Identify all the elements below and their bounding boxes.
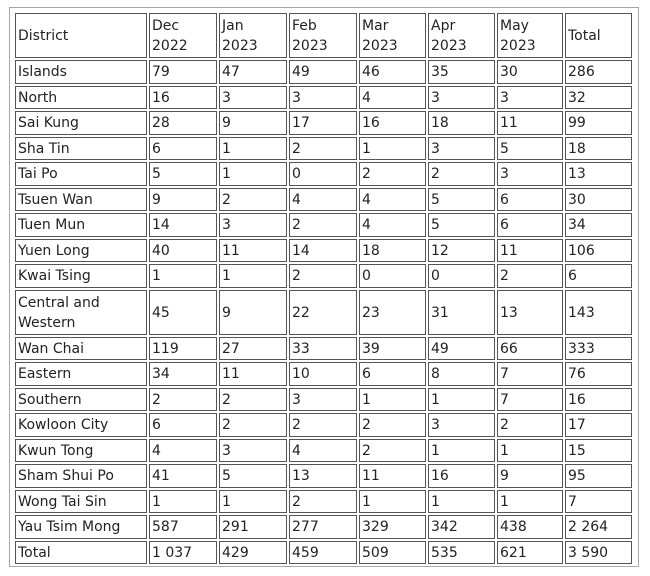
column-header [15,13,147,58]
value-cell: 10 [289,362,357,386]
value-cell: 23 [359,290,426,335]
value-cell: 11 [219,362,287,386]
value-cell: 5 [149,162,217,186]
value-cell: 429 [219,541,287,565]
value-cell: 34 [565,213,632,237]
value-cell: 3 590 [565,541,632,565]
value-cell: 76 [565,362,632,386]
value-cell: 99 [565,111,632,135]
value-cell: 11 [359,464,426,488]
value-cell: 509 [359,541,426,565]
value-cell: 33 [289,337,357,361]
value-cell: 13 [497,290,563,335]
value-cell: 9 [149,188,217,212]
value-cell: 34 [149,362,217,386]
value-cell: 119 [149,337,217,361]
district-cell: Sai Kung [15,111,147,135]
column-header [149,13,217,58]
value-cell: 5 [428,213,495,237]
value-cell: 49 [289,60,357,84]
value-cell: 0 [289,162,357,186]
column-header-text: 2023 [362,38,398,54]
value-cell: 2 [359,413,426,437]
value-cell: 2 [428,162,495,186]
value-cell: 16 [428,464,495,488]
column-header [219,13,287,58]
value-cell: 2 [219,388,287,412]
value-cell: 28 [149,111,217,135]
value-cell: 329 [359,515,426,539]
value-cell: 106 [565,239,632,263]
value-cell: 3 [497,162,563,186]
value-cell: 1 [497,439,563,463]
value-cell: 9 [219,111,287,135]
value-cell: 3 [428,86,495,110]
value-cell: 291 [219,515,287,539]
value-cell: 22 [289,290,357,335]
value-cell: 2 [219,413,287,437]
column-header-text: 2023 [222,38,258,54]
value-cell: 1 [219,162,287,186]
value-cell: 16 [565,388,632,412]
table-body [15,13,632,564]
value-cell: 4 [289,188,357,212]
value-cell: 11 [497,111,563,135]
value-cell: 14 [289,239,357,263]
column-header-text: 2022 [152,38,188,54]
value-cell: 7 [497,362,563,386]
value-cell: 1 [219,490,287,514]
column-header-text: Mar [362,18,389,34]
value-cell: 6 [149,413,217,437]
table-row [15,188,632,212]
value-cell: 11 [219,239,287,263]
value-cell: 47 [219,60,287,84]
table-row [15,362,632,386]
value-cell: 13 [289,464,357,488]
value-cell: 30 [497,60,563,84]
table-row [15,464,632,488]
value-cell: 39 [359,337,426,361]
value-cell: 32 [565,86,632,110]
value-cell: 2 [219,188,287,212]
value-cell: 6 [359,362,426,386]
value-cell: 6 [149,137,217,161]
value-cell: 342 [428,515,495,539]
table-row [15,239,632,263]
value-cell: 7 [565,490,632,514]
value-cell: 1 [428,439,495,463]
district-cell: Tai Po [15,162,147,186]
value-cell: 12 [428,239,495,263]
table-row [15,388,632,412]
value-cell: 6 [565,264,632,288]
column-header-text: Total [568,28,601,44]
value-cell: 5 [497,137,563,161]
table-row [15,86,632,110]
district-cell: Total [15,541,147,565]
value-cell: 13 [565,162,632,186]
value-cell: 4 [149,439,217,463]
value-cell: 3 [428,413,495,437]
column-header-text: 2023 [500,38,536,54]
value-cell: 1 [359,388,426,412]
value-cell: 1 [359,490,426,514]
column-header-text: Jan [222,18,244,34]
value-cell: 1 037 [149,541,217,565]
district-cell: Wong Tai Sin [15,490,147,514]
value-cell: 4 [289,439,357,463]
table-row [15,60,632,84]
column-header-text: Feb [292,18,317,34]
value-cell: 1 [219,264,287,288]
value-cell: 66 [497,337,563,361]
value-cell: 1 [428,388,495,412]
value-cell: 17 [565,413,632,437]
table-row [15,541,632,565]
district-cell: Eastern [15,362,147,386]
value-cell: 3 [428,137,495,161]
table-row [15,290,632,335]
table-row [15,213,632,237]
table-row [15,162,632,186]
value-cell: 438 [497,515,563,539]
district-cell: Central and Western [15,290,147,335]
district-cell: Wan Chai [15,337,147,361]
value-cell: 1 [219,137,287,161]
value-cell: 18 [428,111,495,135]
value-cell: 46 [359,60,426,84]
value-cell: 16 [149,86,217,110]
value-cell: 9 [497,464,563,488]
district-cell: Islands [15,60,147,84]
value-cell: 49 [428,337,495,361]
value-cell: 2 [289,264,357,288]
value-cell: 6 [497,188,563,212]
value-cell: 15 [565,439,632,463]
district-cell: Sha Tin [15,137,147,161]
value-cell: 41 [149,464,217,488]
district-cell: Sham Shui Po [15,464,147,488]
value-cell: 4 [359,213,426,237]
value-cell: 79 [149,60,217,84]
value-cell: 18 [565,137,632,161]
value-cell: 333 [565,337,632,361]
value-cell: 3 [289,86,357,110]
district-monthly-table [13,11,634,566]
district-cell: Kwun Tong [15,439,147,463]
value-cell: 277 [289,515,357,539]
table-row [15,515,632,539]
value-cell: 95 [565,464,632,488]
table-row [15,111,632,135]
table-row [15,264,632,288]
column-header-text: 2023 [431,38,467,54]
district-cell: Kwai Tsing [15,264,147,288]
table-row [15,413,632,437]
value-cell: 1 [428,490,495,514]
value-cell: 11 [497,239,563,263]
value-cell: 17 [289,111,357,135]
value-cell: 2 [149,388,217,412]
table-row [15,439,632,463]
table-row [15,490,632,514]
column-header-text: District [18,28,69,44]
value-cell: 587 [149,515,217,539]
value-cell: 535 [428,541,495,565]
value-cell: 30 [565,188,632,212]
value-cell: 2 [497,264,563,288]
column-header [428,13,495,58]
value-cell: 3 [219,86,287,110]
column-header [565,13,632,58]
value-cell: 5 [428,188,495,212]
value-cell: 2 [497,413,563,437]
value-cell: 18 [359,239,426,263]
column-header-text: Dec [152,18,180,34]
column-header-text: 2023 [292,38,328,54]
value-cell: 621 [497,541,563,565]
district-cell: Tuen Mun [15,213,147,237]
value-cell: 45 [149,290,217,335]
value-cell: 7 [497,388,563,412]
value-cell: 2 [289,413,357,437]
value-cell: 1 [359,137,426,161]
value-cell: 2 [289,137,357,161]
value-cell: 5 [219,464,287,488]
value-cell: 0 [359,264,426,288]
column-header [359,13,426,58]
value-cell: 6 [497,213,563,237]
value-cell: 35 [428,60,495,84]
value-cell: 2 [289,490,357,514]
district-cell: North [15,86,147,110]
value-cell: 3 [219,439,287,463]
district-cell: Yuen Long [15,239,147,263]
value-cell: 1 [149,264,217,288]
value-cell: 14 [149,213,217,237]
value-cell: 2 [289,213,357,237]
district-cell: Kowloon City [15,413,147,437]
table-row [15,337,632,361]
value-cell: 2 [359,162,426,186]
value-cell: 16 [359,111,426,135]
district-cell: Yau Tsim Mong [15,515,147,539]
table-row [15,137,632,161]
value-cell: 27 [219,337,287,361]
value-cell: 31 [428,290,495,335]
value-cell: 286 [565,60,632,84]
value-cell: 143 [565,290,632,335]
value-cell: 2 264 [565,515,632,539]
value-cell: 4 [359,86,426,110]
value-cell: 1 [149,490,217,514]
value-cell: 4 [359,188,426,212]
value-cell: 0 [428,264,495,288]
value-cell: 1 [497,490,563,514]
column-header [497,13,563,58]
value-cell: 8 [428,362,495,386]
value-cell: 459 [289,541,357,565]
table-header-row [15,13,632,58]
table-container [9,7,639,567]
column-header [289,13,357,58]
value-cell: 3 [219,213,287,237]
value-cell: 9 [219,290,287,335]
district-cell: Southern [15,388,147,412]
column-header-text: Apr [431,18,456,34]
value-cell: 3 [289,388,357,412]
value-cell: 2 [359,439,426,463]
value-cell: 40 [149,239,217,263]
district-cell: Tsuen Wan [15,188,147,212]
column-header-text: May [500,18,529,34]
value-cell: 3 [497,86,563,110]
